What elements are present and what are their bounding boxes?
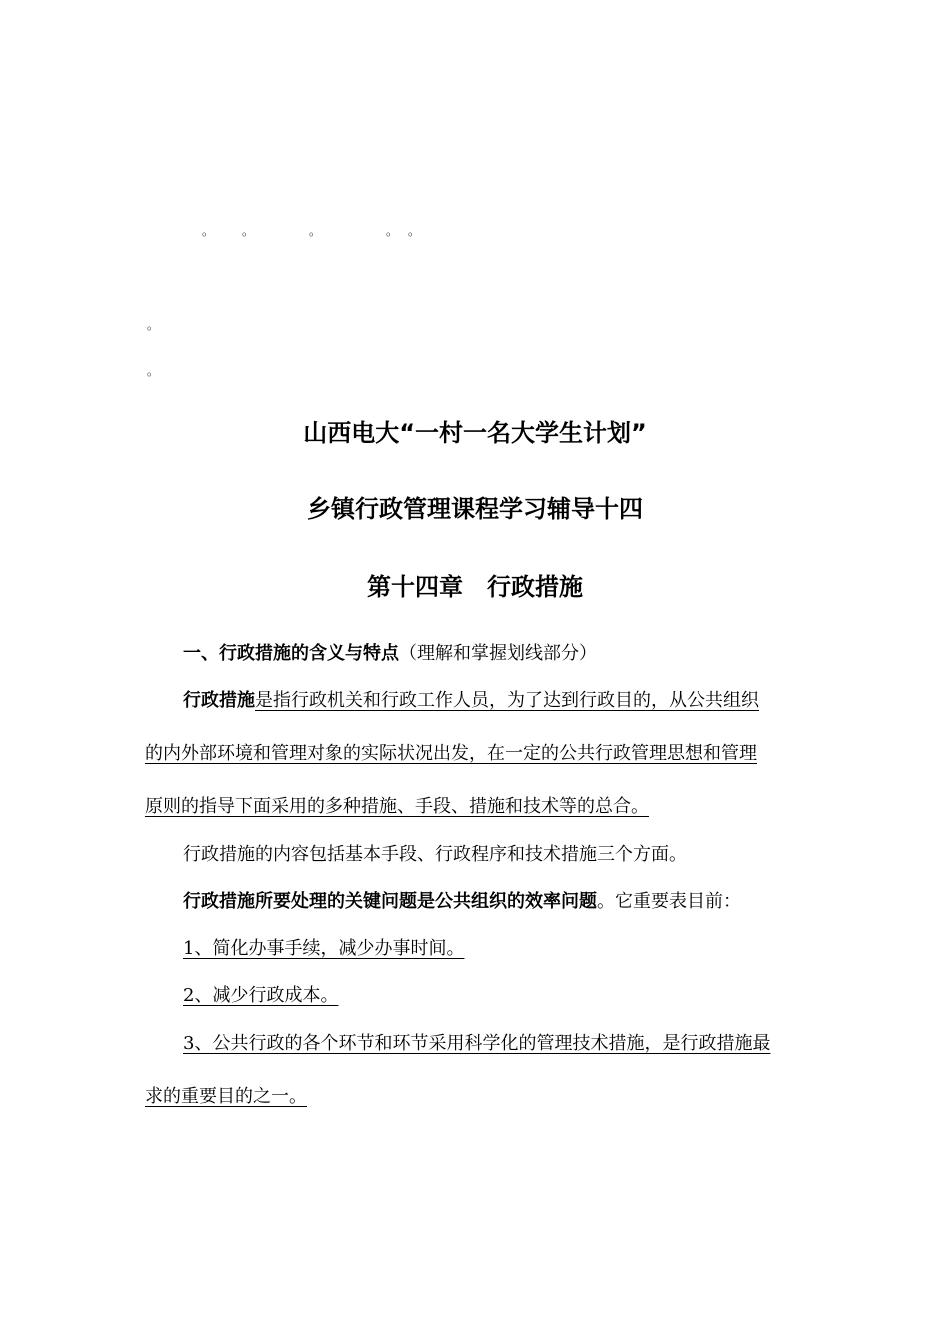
definition-text: 是指行政机关和行政工作人员，为了达到行政目的，从公共组织 [255,690,759,711]
dot-mark: 。 [147,318,160,332]
key-issue-bold: 行政措施所要处理的关键问题是公共组织的效率问题 [183,891,597,912]
definition-term: 行政措施 [183,690,255,711]
point-2: 2、减少行政成本。 [183,985,339,1006]
section-heading [183,642,597,666]
definition-line-2: 的内外部环境和管理对象的实际状况出发，在一定的公共行政管理思想和管理 [145,743,757,764]
dot-mark: 。 [408,224,421,238]
point-3-line-1: 3、公共行政的各个环节和环节采用科学化的管理技术措施，是行政措施最 [183,1033,771,1054]
dot-mark: 。 [242,224,255,238]
definition-line-1 [183,689,759,713]
dot-mark: 。 [309,224,322,238]
definition-line-3: 原则的指导下面采用的多种措施、手段、措施和技术等的总合。 [145,796,649,817]
point-3-line-2: 求的重要目的之一。 [145,1086,307,1107]
dot-mark: 。 [202,224,215,238]
key-issue-rest: 。它重要表目前： [597,891,741,912]
dot-mark: 。 [386,224,399,238]
content-paragraph: 行政措施的内容包括基本手段、行政程序和技术措施三个方面。 [183,844,687,865]
program-title: 山西电大“一村一名大学生计划” [303,419,647,447]
chapter-title: 第十四章 行政措施 [367,573,583,601]
point-1: 1、简化办事手续，减少办事时间。 [183,938,465,959]
section-heading-note: （理解和掌握划线部分） [399,643,597,664]
course-title: 乡镇行政管理课程学习辅导十四 [307,495,643,523]
dot-mark: 。 [147,364,160,378]
key-issue-paragraph [183,890,741,914]
section-heading-text: 一、行政措施的含义与特点 [183,643,399,664]
